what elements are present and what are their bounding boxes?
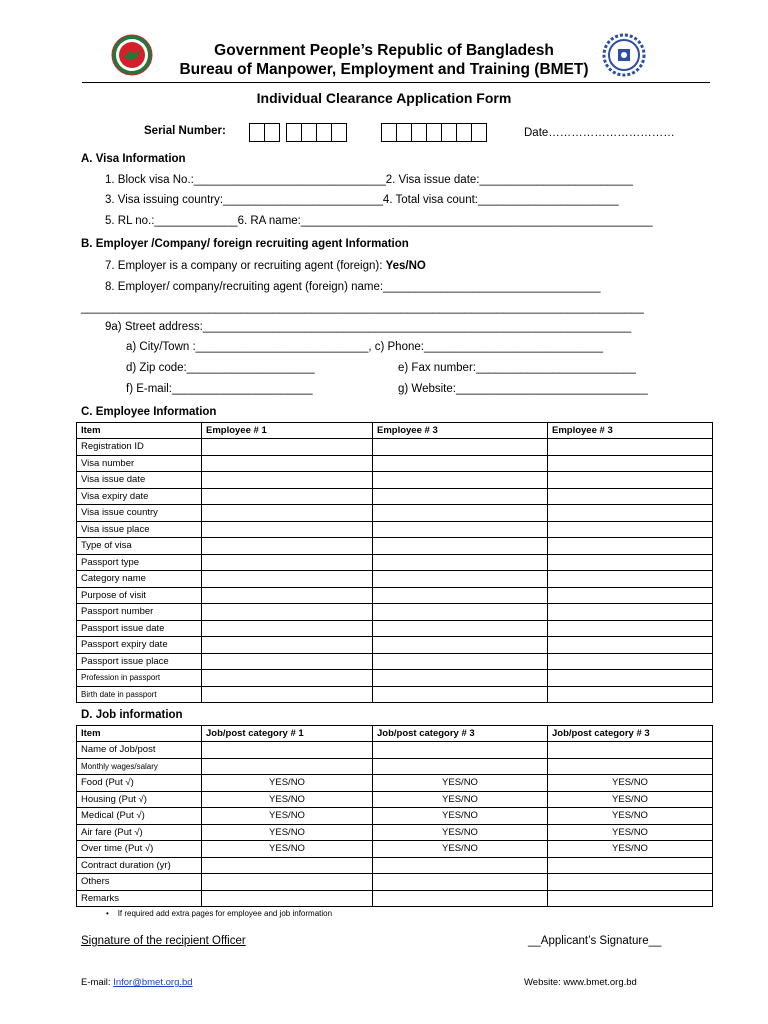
serial-number-label: Serial Number:: [144, 125, 226, 137]
job-row-label: Others: [77, 874, 202, 891]
visa-line-1[interactable]: 1. Block visa No.:______________________________2. Visa issue date:________________________: [105, 174, 633, 186]
employee-1-cell[interactable]: [202, 620, 373, 637]
job-row-label: Over time (Put √): [77, 841, 202, 858]
employee-table-row: [77, 505, 713, 522]
job-category-2-cell[interactable]: YES/NO: [373, 791, 548, 808]
employee-1-cell[interactable]: [202, 472, 373, 489]
job-category-3-cell[interactable]: [548, 758, 713, 775]
employee-1-cell[interactable]: [202, 521, 373, 538]
job-category-1-cell[interactable]: YES/NO: [202, 824, 373, 841]
street-address-line[interactable]: 9a) Street address:___________________________________________________________________: [105, 321, 632, 333]
job-header-item: Item: [77, 726, 202, 742]
section-a-title: A. Visa Information: [81, 153, 186, 165]
job-category-1-cell[interactable]: YES/NO: [202, 791, 373, 808]
footer-email-link[interactable]: Infor@bmet.org.bd: [113, 977, 193, 988]
employee-row-label: Category name: [77, 571, 202, 588]
job-table-row: [77, 791, 713, 808]
employee-2-cell[interactable]: [373, 604, 548, 621]
job-table-header: [77, 726, 713, 742]
employee-table-row: [77, 521, 713, 538]
employee-1-cell[interactable]: [202, 455, 373, 472]
employee-3-cell[interactable]: [548, 554, 713, 571]
employee-2-cell[interactable]: [373, 587, 548, 604]
job-category-1-cell[interactable]: [202, 857, 373, 874]
job-header-2: Job/post category # 3: [373, 726, 548, 742]
job-row-label: Medical (Put √): [77, 808, 202, 825]
job-row-label: Contract duration (yr): [77, 857, 202, 874]
employee-1-cell[interactable]: [202, 571, 373, 588]
employee-header-item: Item: [77, 423, 202, 439]
employee-1-cell[interactable]: [202, 604, 373, 621]
job-row-label: Remarks: [77, 890, 202, 907]
employee-2-cell[interactable]: [373, 455, 548, 472]
employee-2-cell[interactable]: [373, 653, 548, 670]
job-category-2-cell[interactable]: YES/NO: [373, 824, 548, 841]
employee-header-3: Employee # 3: [548, 423, 713, 439]
job-category-1-cell[interactable]: YES/NO: [202, 775, 373, 792]
employee-3-cell[interactable]: [548, 686, 713, 703]
employee-row-label: Purpose of visit: [77, 587, 202, 604]
recipient-officer-signature[interactable]: Signature of the recipient Officer: [81, 935, 246, 947]
job-category-2-cell[interactable]: YES/NO: [373, 808, 548, 825]
employee-row-label: Visa number: [77, 455, 202, 472]
employee-table-row: [77, 455, 713, 472]
employee-1-cell[interactable]: [202, 538, 373, 555]
employee-1-cell[interactable]: [202, 587, 373, 604]
employee-table-row: [77, 587, 713, 604]
employee-table-row: [77, 439, 713, 456]
job-category-2-cell[interactable]: [373, 857, 548, 874]
job-row-label: Air fare (Put √): [77, 824, 202, 841]
job-category-2-cell[interactable]: YES/NO: [373, 775, 548, 792]
employee-3-cell[interactable]: [548, 521, 713, 538]
job-row-label: Monthly wages/salary: [77, 758, 202, 775]
visa-line-3[interactable]: 5. RL no.:_____________6. RA name:_______________________________________________________: [105, 215, 653, 227]
job-category-1-cell[interactable]: YES/NO: [202, 841, 373, 858]
form-title: Individual Clearance Application Form: [256, 90, 512, 106]
employee-2-cell[interactable]: [373, 521, 548, 538]
employee-row-label: Visa expiry date: [77, 488, 202, 505]
employee-3-cell[interactable]: [548, 587, 713, 604]
employee-2-cell[interactable]: [373, 472, 548, 489]
job-category-1-cell[interactable]: [202, 742, 373, 759]
job-category-1-cell[interactable]: YES/NO: [202, 808, 373, 825]
job-header-3: Job/post category # 3: [548, 726, 713, 742]
fax-number-line[interactable]: e) Fax number:_________________________: [398, 362, 636, 374]
employee-table-row: [77, 670, 713, 687]
employer-type-question[interactable]: [105, 260, 426, 272]
employee-2-cell[interactable]: [373, 439, 548, 456]
employee-table-row: [77, 620, 713, 637]
employee-row-label: Passport type: [77, 554, 202, 571]
job-information-table: [76, 725, 713, 907]
job-category-3-cell[interactable]: [548, 874, 713, 891]
website-line[interactable]: g) Website:______________________________: [398, 383, 648, 395]
job-category-3-cell[interactable]: YES/NO: [548, 775, 713, 792]
footer-website: Website: www.bmet.org.bd: [524, 977, 637, 988]
visa-line-2[interactable]: 3. Visa issuing country:_________________________4. Total visa count:______________________: [105, 194, 619, 206]
job-category-1-cell[interactable]: [202, 758, 373, 775]
section-c-title: C. Employee Information: [81, 406, 217, 418]
employee-3-cell[interactable]: [548, 637, 713, 654]
job-category-2-cell[interactable]: [373, 742, 548, 759]
employee-1-cell[interactable]: [202, 439, 373, 456]
employee-table-row: [77, 686, 713, 703]
section-d-title: D. Job information: [81, 709, 183, 721]
job-table-row: [77, 857, 713, 874]
note-text: If required add extra pages for employee and job information: [117, 909, 333, 918]
employee-2-cell[interactable]: [373, 488, 548, 505]
date-field[interactable]: Date……………………………: [524, 127, 675, 139]
zip-code-line[interactable]: d) Zip code:____________________: [126, 362, 315, 374]
city-phone-line[interactable]: a) City/Town :___________________________, c) Phone:____________________________: [126, 341, 604, 353]
employer-name-line[interactable]: 8. Employer/ company/recruiting agent (foreign) name:__________________________________: [105, 281, 601, 293]
employer-type-label: 7. Employer is a company or recruiting agent (foreign):: [105, 260, 386, 272]
employee-row-label: Visa issue place: [77, 521, 202, 538]
employee-table-row: [77, 571, 713, 588]
employee-row-label: Passport number: [77, 604, 202, 621]
job-header-1: Job/post category # 1: [202, 726, 373, 742]
employee-1-cell[interactable]: [202, 637, 373, 654]
employee-1-cell[interactable]: [202, 488, 373, 505]
job-category-3-cell[interactable]: YES/NO: [548, 841, 713, 858]
job-category-1-cell[interactable]: [202, 890, 373, 907]
employee-3-cell[interactable]: [548, 505, 713, 522]
employee-3-cell[interactable]: [548, 620, 713, 637]
employee-table-row: [77, 554, 713, 571]
employee-2-cell[interactable]: [373, 670, 548, 687]
job-category-2-cell[interactable]: YES/NO: [373, 841, 548, 858]
footer-email: [81, 977, 193, 988]
employee-3-cell[interactable]: [548, 488, 713, 505]
employee-1-cell[interactable]: [202, 554, 373, 571]
employee-header-1: Employee # 1: [202, 423, 373, 439]
serial-box-group-2[interactable]: [286, 123, 346, 141]
header-bureau: Bureau of Manpower, Employment and Training (BMET): [179, 61, 589, 78]
employee-3-cell[interactable]: [548, 472, 713, 489]
job-category-3-cell[interactable]: YES/NO: [548, 791, 713, 808]
extra-pages-note: [106, 909, 332, 918]
employee-3-cell[interactable]: [548, 455, 713, 472]
employee-2-cell[interactable]: [373, 505, 548, 522]
employee-3-cell[interactable]: [548, 538, 713, 555]
job-table-row: [77, 841, 713, 858]
employee-3-cell[interactable]: [548, 670, 713, 687]
employee-table-row: [77, 637, 713, 654]
employee-row-label: Passport issue place: [77, 653, 202, 670]
bullet-icon: •: [106, 909, 118, 918]
employee-table-row: [77, 653, 713, 670]
employee-row-label: Registration ID: [77, 439, 202, 456]
employee-2-cell[interactable]: [373, 620, 548, 637]
serial-box-group-1[interactable]: [249, 123, 279, 141]
employee-2-cell[interactable]: [373, 554, 548, 571]
job-row-label: Name of Job/post: [77, 742, 202, 759]
footer-email-label: E-mail:: [81, 977, 114, 988]
employee-table-row: [77, 538, 713, 555]
employee-3-cell[interactable]: [548, 653, 713, 670]
applicant-signature[interactable]: __Applicant’s Signature__: [528, 935, 662, 947]
job-table-row: [77, 775, 713, 792]
employee-header-2: Employee # 3: [373, 423, 548, 439]
employee-row-label: Passport expiry date: [77, 637, 202, 654]
employee-table-row: [77, 472, 713, 489]
header-government: Government People’s Republic of Bangladesh: [214, 42, 554, 59]
email-line[interactable]: f) E-mail:______________________: [126, 383, 313, 395]
employee-information-table: [76, 422, 713, 703]
job-category-1-cell[interactable]: [202, 874, 373, 891]
employee-1-cell[interactable]: [202, 670, 373, 687]
section-b-title: B. Employer /Company/ foreign recruiting agent Information: [81, 238, 409, 250]
employee-row-label: Visa issue date: [77, 472, 202, 489]
employee-row-label: Birth date in passport: [77, 686, 202, 703]
job-category-3-cell[interactable]: [548, 890, 713, 907]
job-category-2-cell[interactable]: [373, 874, 548, 891]
employee-3-cell[interactable]: [548, 604, 713, 621]
employee-row-label: Type of visa: [77, 538, 202, 555]
header-divider: [82, 82, 710, 83]
job-category-3-cell[interactable]: YES/NO: [548, 808, 713, 825]
employer-type-answer: Yes/NO: [385, 260, 426, 272]
job-table-row: [77, 742, 713, 759]
job-table-row: [77, 808, 713, 825]
job-table-row: [77, 890, 713, 907]
employee-row-label: Profession in passport: [77, 670, 202, 687]
job-row-label: Housing (Put √): [77, 791, 202, 808]
job-category-3-cell[interactable]: [548, 742, 713, 759]
employer-name-continuation[interactable]: ________________________________________________________________________________________: [81, 302, 644, 314]
employee-table-header: [77, 423, 713, 439]
employee-table-row: [77, 488, 713, 505]
employee-2-cell[interactable]: [373, 637, 548, 654]
job-category-3-cell[interactable]: YES/NO: [548, 824, 713, 841]
serial-box-group-3[interactable]: [381, 123, 486, 141]
job-table-row: [77, 824, 713, 841]
employee-1-cell[interactable]: [202, 653, 373, 670]
job-table-row: [77, 874, 713, 891]
employee-2-cell[interactable]: [373, 571, 548, 588]
employee-3-cell[interactable]: [548, 439, 713, 456]
job-category-2-cell[interactable]: [373, 758, 548, 775]
employee-3-cell[interactable]: [548, 571, 713, 588]
employee-2-cell[interactable]: [373, 538, 548, 555]
job-category-2-cell[interactable]: [373, 890, 548, 907]
employee-table-row: [77, 604, 713, 621]
job-table-row: [77, 758, 713, 775]
employee-row-label: Visa issue country: [77, 505, 202, 522]
employee-row-label: Passport issue date: [77, 620, 202, 637]
employee-1-cell[interactable]: [202, 505, 373, 522]
employee-2-cell[interactable]: [373, 686, 548, 703]
employee-1-cell[interactable]: [202, 686, 373, 703]
job-row-label: Food (Put √): [77, 775, 202, 792]
job-category-3-cell[interactable]: [548, 857, 713, 874]
